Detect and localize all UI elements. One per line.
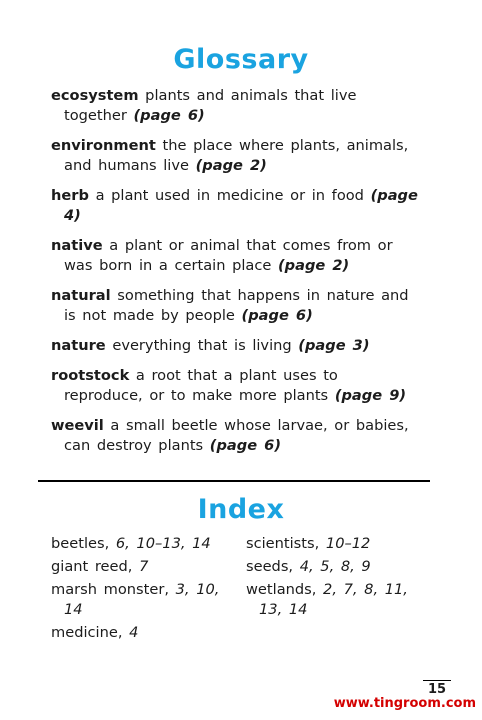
glossary-entry-environment xyxy=(51,136,421,176)
glossary-term: environment xyxy=(51,137,156,154)
index-entry xyxy=(51,580,236,620)
index-pages: 3, 10, 14 xyxy=(64,581,220,618)
glossary-page-ref: (page 6) xyxy=(133,107,205,124)
index-term: seeds, xyxy=(246,558,300,575)
glossary-page-ref: (page 6) xyxy=(241,307,313,324)
index-pages: 10–12 xyxy=(325,535,371,552)
glossary-page-ref: (page 2) xyxy=(195,157,267,174)
glossary-definition: a plant used in medicine or in food xyxy=(88,187,371,204)
index-pages: 6, 10–13, 14 xyxy=(115,535,211,552)
glossary-term: nature xyxy=(51,337,106,354)
index-column-right xyxy=(246,534,431,623)
glossary-page-ref: (page 9) xyxy=(334,387,407,404)
glossary-page-ref: (page 6) xyxy=(209,437,281,454)
glossary-entry-natural xyxy=(51,286,421,326)
index-pages: 4 xyxy=(129,624,139,641)
glossary-definition: something that happens in nature and is not made by people xyxy=(64,287,409,324)
glossary-term: native xyxy=(51,237,103,254)
glossary-entry-weevil xyxy=(51,416,421,456)
glossary-definition: a root that a plant uses to reproduce, or to make more plants xyxy=(64,367,338,404)
page-number: 15 xyxy=(427,682,447,697)
glossary-term: herb xyxy=(51,187,89,204)
glossary-definition: the place where plants, animals, and humans live xyxy=(64,137,409,174)
index-entry xyxy=(246,534,431,554)
page-number-rule xyxy=(423,680,451,681)
index-entry xyxy=(246,557,431,577)
glossary-term: weevil xyxy=(51,417,104,434)
glossary-title: Glossary xyxy=(173,44,309,75)
index-entry xyxy=(51,557,236,577)
glossary-page-ref: (page 3) xyxy=(298,337,370,354)
index-term: scientists, xyxy=(246,535,326,552)
index-title: Index xyxy=(197,494,285,525)
glossary-entry-nature xyxy=(51,336,421,356)
index-pages: 7 xyxy=(139,558,149,575)
glossary-list xyxy=(51,86,421,466)
index-term: medicine, xyxy=(51,624,130,641)
watermark-url: www.tingroom.com xyxy=(333,696,476,711)
glossary-entry-native xyxy=(51,236,421,276)
glossary-definition: a plant or animal that comes from or was born in a certain place xyxy=(64,237,393,274)
index-pages: 4, 5, 8, 9 xyxy=(299,558,371,575)
index-entry xyxy=(51,623,236,643)
glossary-definition: a small beetle whose larvae, or babies, can destroy plants xyxy=(64,417,409,454)
glossary-definition: plants and animals that live together xyxy=(64,87,357,124)
index-pages: 2, 7, 8, 11, 13, 14 xyxy=(259,581,408,618)
glossary-term: rootstock xyxy=(51,367,130,384)
glossary-page-ref: (page 2) xyxy=(277,257,350,274)
index-term: wetlands, xyxy=(246,581,324,598)
index-entry xyxy=(246,580,431,620)
glossary-entry-herb xyxy=(51,186,421,226)
glossary-page-ref: (page 4) xyxy=(64,187,418,224)
index-entry xyxy=(51,534,236,554)
glossary-definition: everything that is living xyxy=(105,337,299,354)
index-term: giant reed, xyxy=(51,558,140,575)
glossary-entry-rootstock xyxy=(51,366,421,406)
index-term: beetles, xyxy=(51,535,116,552)
glossary-entry-ecosystem xyxy=(51,86,421,126)
glossary-term: natural xyxy=(51,287,111,304)
section-divider xyxy=(38,480,430,482)
index-term: marsh monster, xyxy=(51,581,176,598)
glossary-term: ecosystem xyxy=(51,87,139,104)
index-column-left xyxy=(51,534,236,646)
